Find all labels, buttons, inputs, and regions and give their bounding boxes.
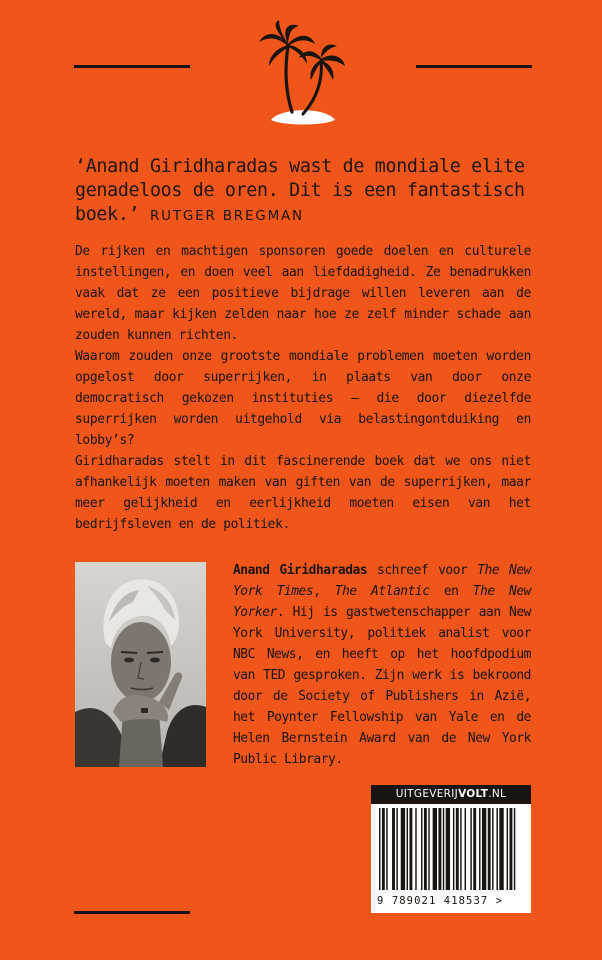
barcode-label — [371, 785, 531, 913]
barcode-bar — [409, 808, 412, 890]
top-right-rule — [416, 65, 532, 68]
barcode-bar — [379, 808, 380, 890]
barcode-bar — [470, 808, 471, 890]
palm-trunk-right — [303, 60, 321, 114]
bio-text: schreef voor — [367, 563, 478, 578]
book-blurb — [75, 241, 531, 535]
publisher-suffix: .NL — [488, 788, 507, 800]
isbn-number: 9 789021 418537 > — [377, 895, 504, 907]
barcode-bar — [514, 808, 515, 890]
author-name: Anand Giridharadas — [233, 563, 368, 578]
barcode-bar — [499, 808, 503, 890]
barcode-bar — [443, 808, 444, 890]
blurb-paragraph: Waarom zouden onze grootste mondiale problemen moeten worden opgelost door superrijken, in plaats van door onze democratisch gekozen instituties – die door diezelfde superrijken worden uitgehold via belastingontduiking en lobby’s? — [75, 349, 531, 448]
barcode-bar — [433, 808, 437, 890]
barcode-bar — [482, 808, 486, 890]
barcode-bar — [496, 808, 497, 890]
publisher-prefix: UITGEVERIJ — [395, 788, 459, 800]
author-bio — [233, 560, 531, 770]
publication-title: The New Yorker — [233, 584, 531, 620]
barcode-bar — [473, 808, 476, 890]
author-photo — [75, 562, 206, 767]
barcode-bar — [415, 808, 416, 890]
blurb-paragraph: De rijken en machtigen sponsoren goede doelen en culturele instellingen, en doen veel aan liefdadigheid. Ze benadrukken vaak dat ze een positieve bijdrage willen leveren aan de wereld, maar kijken zelden naar hoe ze zelf minder schade aan zouden kunnen richten. — [75, 244, 531, 343]
barcode-bar — [396, 808, 397, 890]
palm-trunk-left — [286, 46, 292, 112]
barcode-bar — [488, 808, 491, 890]
barcode-bar — [465, 808, 466, 890]
palm-island-icon — [255, 20, 350, 130]
barcode-bar — [510, 808, 513, 890]
barcode-bar — [421, 808, 422, 890]
barcode-bar — [382, 808, 385, 890]
barcode-bar — [401, 808, 405, 890]
publication-title: The Atlantic — [334, 584, 430, 599]
publisher-banner — [371, 785, 531, 804]
barcode-bar — [407, 808, 408, 890]
barcode-bar — [438, 808, 441, 890]
barcode-bar — [453, 808, 454, 890]
bio-text: , — [313, 584, 335, 599]
isbn-barcode — [371, 804, 531, 896]
barcode-bar — [428, 808, 429, 890]
barcode-bar — [507, 808, 508, 890]
barcode-bar — [492, 808, 493, 890]
barcode-bar — [424, 808, 427, 890]
publisher-name: VOLT — [458, 788, 489, 800]
barcode-bar — [460, 808, 461, 890]
top-left-rule — [74, 65, 190, 68]
blurb-paragraph: Giridharadas stelt in dit fascinerende boek dat we ons niet afhankelijk moeten maken van giften van de superrijken, maar meer gelijkheid en eerlijkheid moeten eisen van het bedrijfsleven en de politiek. — [75, 454, 531, 532]
barcode-bar — [479, 808, 480, 890]
barcode-bar — [456, 808, 459, 890]
bottom-left-rule — [74, 911, 190, 914]
barcode-bar — [386, 808, 387, 890]
barcode-bar — [446, 808, 450, 890]
quote-text: ‘Anand Giridharadas wast de mondiale elite genadeloos de oren. Dit is een fantastisch boek.’ — [75, 156, 525, 225]
barcode-bar — [392, 808, 395, 890]
bio-text: . Hij is gastwetenschapper aan New York University, politiek analist voor NBC News, en heeft op het hoofdpodium van TED gesproken. Zijn werk is bekroond door de Society of Publishers in Azië, het Poynter Fellowship van Yale en de Helen Bernstein Award van de New York Public Library. — [233, 605, 531, 767]
review-quote — [75, 155, 545, 228]
quote-attribution: RUTGER BREGMAN — [149, 208, 304, 224]
bio-text: en — [429, 584, 473, 599]
publication-title: The New York Times — [233, 563, 531, 599]
